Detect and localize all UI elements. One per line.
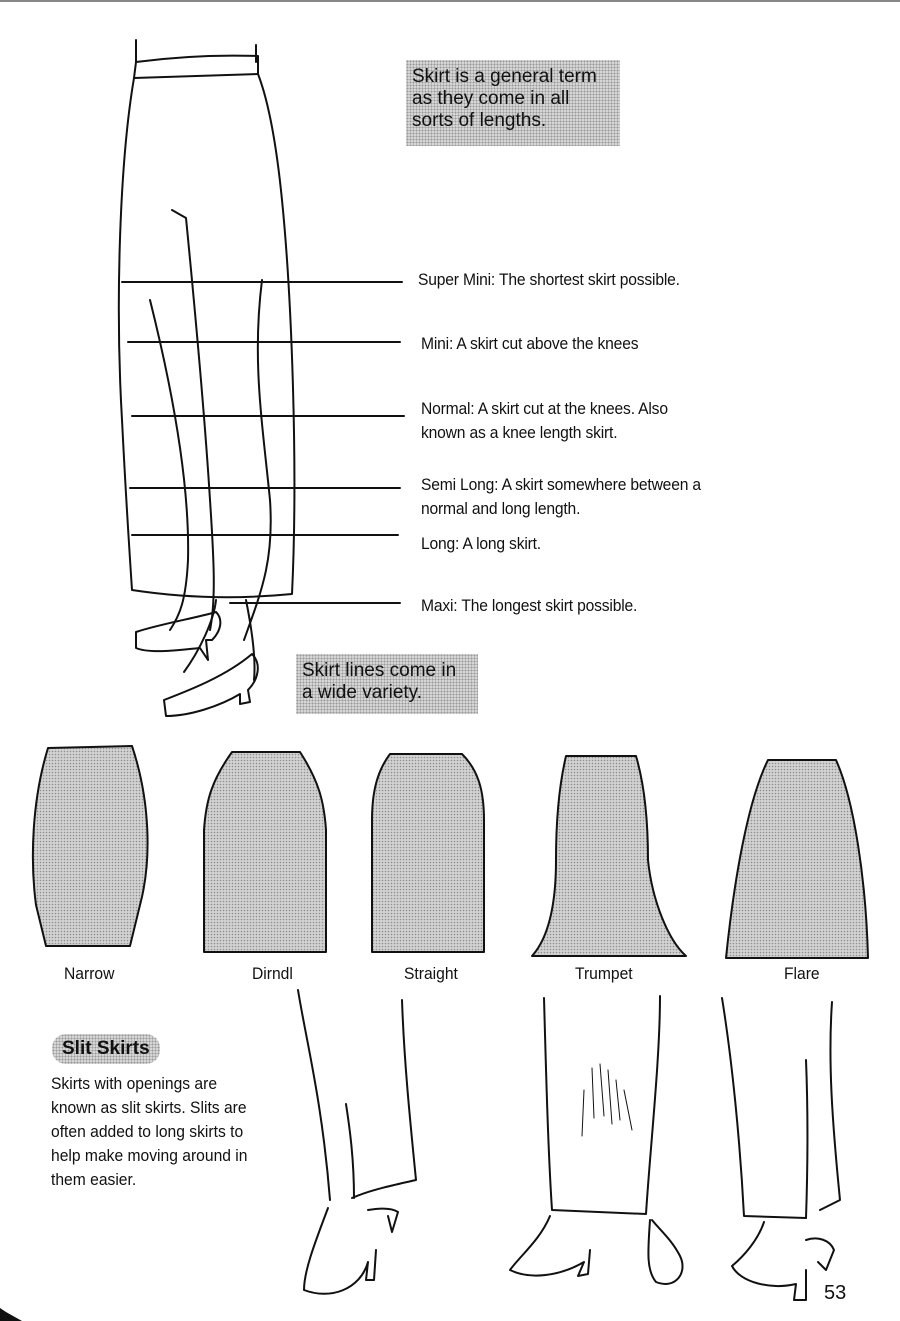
shape-label-narrow: Narrow xyxy=(64,964,115,983)
silhouette-dirndl xyxy=(204,752,326,952)
length-label-normal: Normal: A skirt cut at the knees. Also known as a knee length skirt. xyxy=(421,399,668,442)
slit-fig3-shoe-1 xyxy=(732,1222,806,1300)
slit-fig1-shoe-front xyxy=(304,1208,376,1294)
corner-mark xyxy=(0,1308,22,1321)
waistband xyxy=(134,56,258,78)
shape-label-dirndl: Dirndl xyxy=(252,964,293,983)
slit-skirts-body: Skirts with openings are known as slit skirts. Slits are often added to long skirts to help make moving around in them easier. xyxy=(51,1074,248,1189)
silhouette-straight xyxy=(372,754,484,952)
slit-fig3-left xyxy=(722,998,806,1218)
leg-line-4 xyxy=(184,600,216,672)
shape-label-trumpet: Trumpet xyxy=(575,964,633,983)
silhouette-narrow xyxy=(33,746,148,946)
page-number: 53 xyxy=(824,1282,847,1304)
length-label-long: Long: A long skirt. xyxy=(421,534,541,553)
shoe-1 xyxy=(136,612,220,660)
silhouette-flare xyxy=(726,760,868,958)
skirt-outline xyxy=(119,74,295,597)
leg-line-1 xyxy=(172,210,214,630)
slit-skirts-heading: Slit Skirts xyxy=(52,1034,160,1064)
leg-line-3 xyxy=(244,280,271,640)
callout-lengths-intro: Skirt is a general term as they come in all sorts of lengths. xyxy=(406,60,620,146)
length-label-semi-long: Semi Long: A skirt somewhere between a normal and long length. xyxy=(421,475,701,518)
slit-fig2-shoe-1 xyxy=(510,1216,590,1276)
slit-fig2-outline xyxy=(544,996,660,1214)
shape-label-straight: Straight xyxy=(404,964,458,983)
length-label-maxi: Maxi: The longest skirt possible. xyxy=(421,596,638,615)
slit-fig3-slit xyxy=(806,1060,808,1218)
length-label-mini: Mini: A skirt cut above the knees xyxy=(421,334,639,353)
length-label-super-mini: Super Mini: The shortest skirt possible. xyxy=(418,270,680,289)
slit-fig3-right xyxy=(820,1002,840,1210)
leg-line-2 xyxy=(150,300,188,630)
slit-fig2-hatching xyxy=(582,1064,632,1136)
slit-fig1-shoe-back xyxy=(368,1209,398,1232)
slit-fig1-right xyxy=(352,1000,416,1198)
shoe-2 xyxy=(164,654,258,716)
slit-fig2-shoe-2 xyxy=(648,1220,682,1284)
slit-fig1-left xyxy=(298,990,330,1200)
slit-fig3-shoe-2 xyxy=(806,1238,834,1270)
callout-lines-intro: Skirt lines come in a wide variety. xyxy=(296,654,478,714)
silhouette-trumpet xyxy=(532,756,686,956)
shape-label-flare: Flare xyxy=(784,964,820,983)
slit-fig1-slit xyxy=(346,1104,354,1198)
